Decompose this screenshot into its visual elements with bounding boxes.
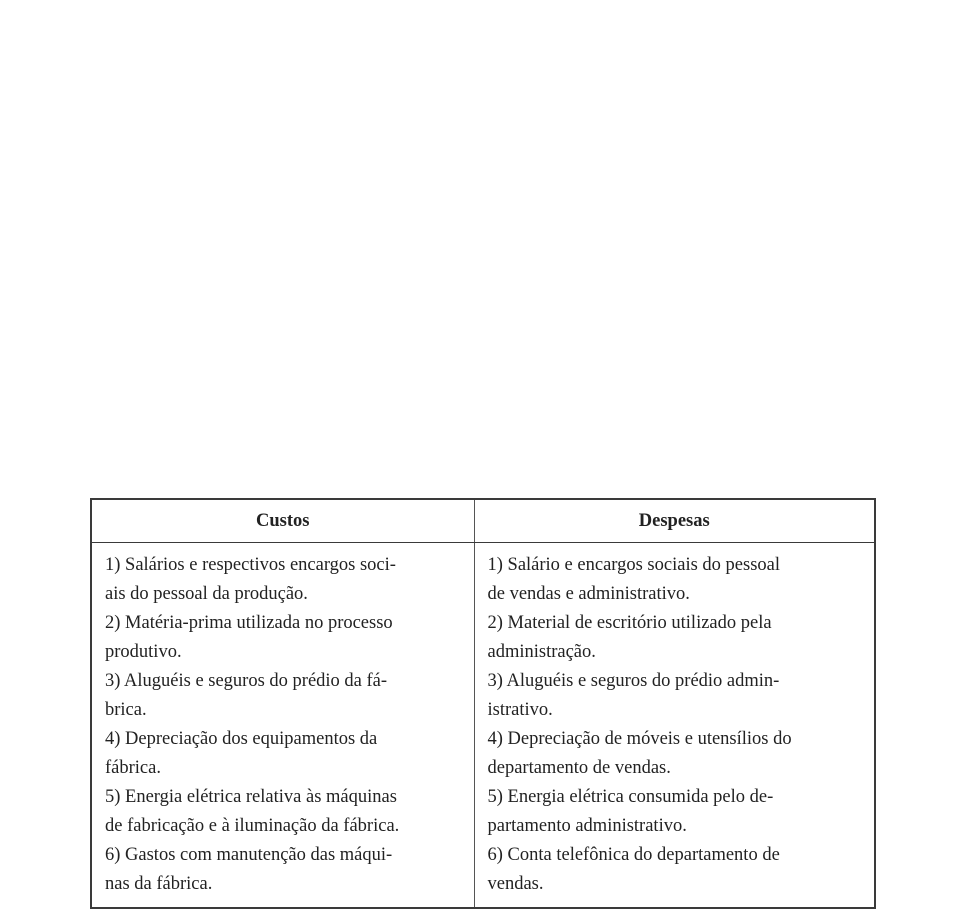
custos-line: 6) Gastos com manutenção das máqui- xyxy=(105,845,393,865)
header-custos: Custos xyxy=(91,499,474,543)
custos-line: 5) Energia elétrica relativa às máquinas xyxy=(105,787,397,807)
custos-line: 2) Matéria-prima utilizada no processo xyxy=(105,613,393,633)
custos-line: 4) Depreciação dos equipamentos da xyxy=(105,729,378,749)
despesas-line: administração. xyxy=(487,642,596,662)
table-row xyxy=(91,543,875,909)
custos-line: produtivo. xyxy=(105,642,182,662)
custos-line: fábrica. xyxy=(105,758,161,778)
custos-despesas-table-container xyxy=(90,498,874,909)
custos-cell xyxy=(91,543,474,909)
despesas-cell xyxy=(474,543,875,909)
header-despesas: Despesas xyxy=(474,499,875,543)
despesas-line: istrativo. xyxy=(487,700,553,720)
despesas-line: de vendas e administrativo. xyxy=(487,584,690,604)
custos-line: 1) Salários e respectivos encargos soci- xyxy=(105,555,396,575)
custos-line: brica. xyxy=(105,700,147,720)
despesas-line: partamento administrativo. xyxy=(487,816,687,836)
despesas-line: 2) Material de escritório utilizado pela xyxy=(487,613,772,633)
custos-line: de fabricação e à iluminação da fábrica. xyxy=(105,816,400,836)
despesas-line: 1) Salário e encargos sociais do pessoal xyxy=(487,555,780,575)
despesas-line: 3) Aluguéis e seguros do prédio admin- xyxy=(487,671,780,691)
despesas-line: 6) Conta telefônica do departamento de xyxy=(487,845,780,865)
custos-line: nas da fábrica. xyxy=(105,874,213,894)
despesas-line: departamento de vendas. xyxy=(487,758,671,778)
table-header-row xyxy=(91,499,875,543)
custos-line: 3) Aluguéis e seguros do prédio da fá- xyxy=(105,671,388,691)
custos-despesas-table xyxy=(90,498,876,909)
despesas-line: vendas. xyxy=(487,874,544,894)
custos-line: ais do pessoal da produção. xyxy=(105,584,308,604)
despesas-line: 5) Energia elétrica consumida pelo de- xyxy=(487,787,774,807)
despesas-line: 4) Depreciação de móveis e utensílios do xyxy=(487,729,792,749)
